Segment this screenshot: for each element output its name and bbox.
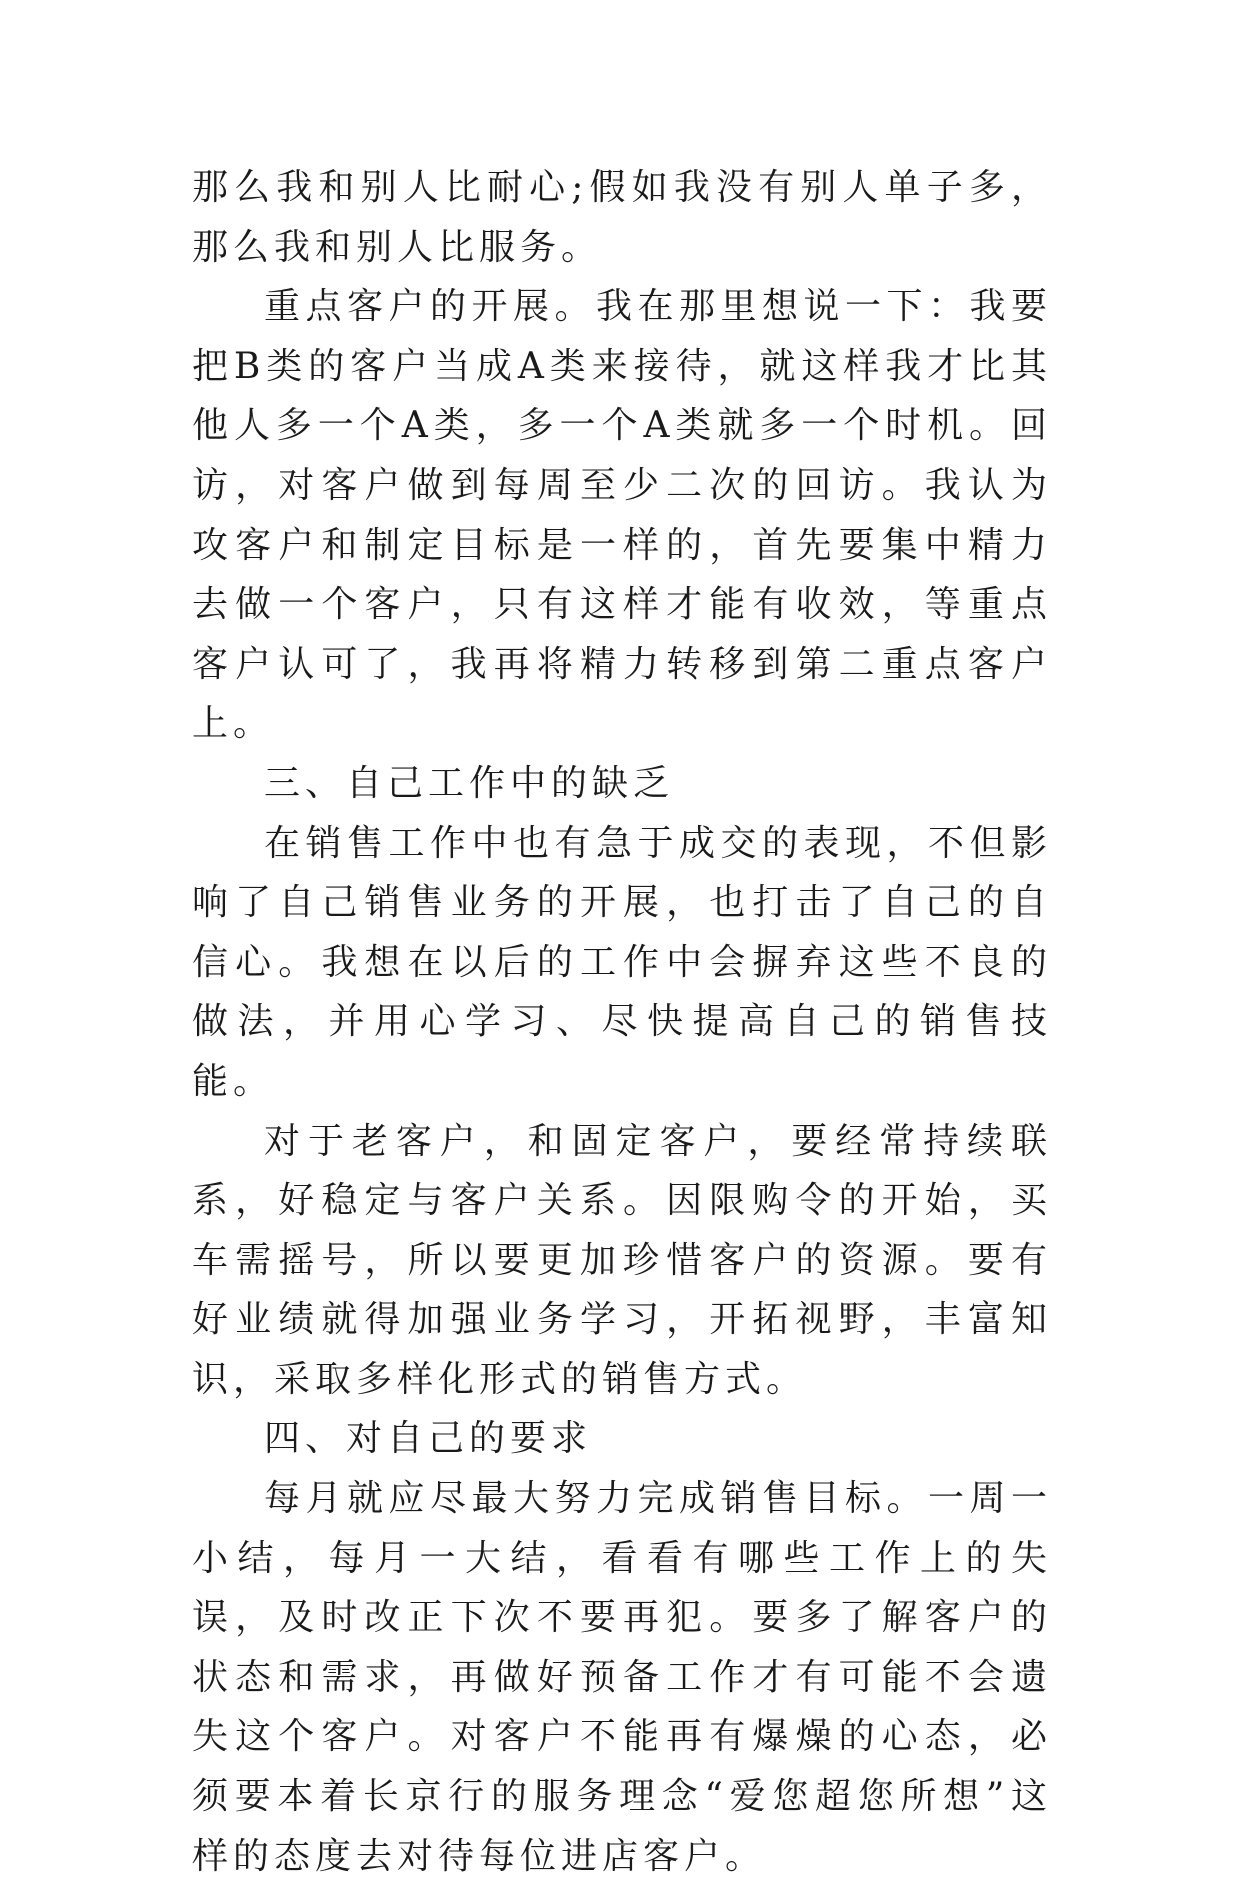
section-heading-shortcomings: 三、自己工作中的缺乏 <box>264 762 675 804</box>
section-heading-requirements: 四、对自己的要求 <box>264 1418 593 1460</box>
paragraph-continuation: 那么我和别人比耐心;假如我没有别人单子多，那么我和别人比服务。 <box>192 167 1052 268</box>
paragraph-key-customers: 重点客户的开展。我在那里想说一下：我要把B类的客户当成A类来接待，就这样我才比其他人多一个A类，多一个A类就多一个时机。回访，对客户做到每周至少二次的回访。我认为攻客户和制定目标是一样的，首先要集中精力去做一个客户，只有这样才能有收效，等重点客户认可了，我再将精力转移到第二重点客户上。 <box>192 286 1052 745</box>
document-body <box>192 158 1052 1886</box>
paragraph-shortcomings: 在销售工作中也有急于成交的表现，不但影响了自己销售业务的开展，也打击了自己的自信心。我想在以后的工作中会摒弃这些不良的做法，并用心学习、尽快提高自己的销售技能。 <box>192 822 1052 1102</box>
paragraph-old-customers: 对于老客户，和固定客户，要经常持续联系，好稳定与客户关系。因限购令的开始，买车需摇号，所以要更加珍惜客户的资源。要有好业绩就得加强业务学习，开拓视野，丰富知识，采取多样化形式的销售方式。 <box>192 1120 1052 1400</box>
paragraph-requirements: 每月就应尽最大努力完成销售目标。一周一小结，每月一大结，看看有哪些工作上的失误，及时改正下次不要再犯。要多了解客户的状态和需求，再做好预备工作才有可能不会遗失这个客户。对客户不能再有爆燥的心态，必须要本着长京行的服务理念“爱您超您所想”这样的态度去对待每位进店客户。 <box>192 1478 1052 1877</box>
